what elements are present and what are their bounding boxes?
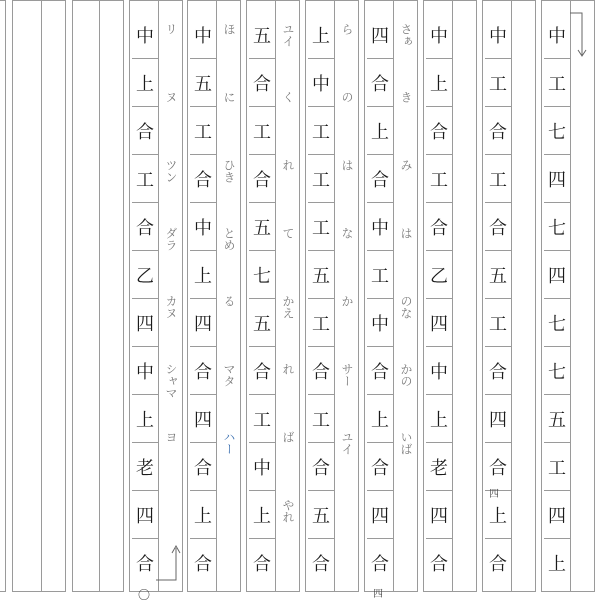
note-cell: 五 (485, 251, 511, 299)
continue-arrow-icon (152, 540, 182, 590)
note-cell: 七 (249, 251, 275, 299)
end-arrow-icon (568, 10, 588, 70)
note-cell: 中 (132, 11, 158, 59)
lyric-text: いば (399, 431, 413, 455)
note-cell: 上 (367, 107, 393, 155)
lyric-text: ヨ (164, 431, 178, 443)
note-cell: 工 (426, 155, 452, 203)
notation-column-7 (187, 0, 241, 592)
note-cell: 上 (548, 554, 566, 575)
empty-column-2 (12, 0, 66, 592)
notation-column-3 (423, 0, 477, 592)
note-cell: 合 (249, 59, 275, 107)
lyric-text: ヌ (164, 91, 178, 103)
note-cell: 合 (489, 554, 507, 575)
lyric-text: は (399, 227, 413, 239)
note-cell: 工 (308, 155, 334, 203)
note-cell: 工 (485, 59, 511, 107)
note-cell: 老 (426, 443, 452, 491)
lyric-text: かの (399, 363, 413, 387)
note-cell: 合 (367, 347, 393, 395)
lyric-text: リ (164, 23, 178, 35)
lyric-text: ダラ (164, 227, 178, 251)
note-cell: 四 (544, 155, 570, 203)
note-cell: 四 (544, 491, 570, 539)
note-cell: 四 (544, 251, 570, 299)
note-cell: 合 (308, 443, 334, 491)
lyric-text: とめ (222, 227, 236, 251)
lyric-text: ほ (222, 23, 236, 35)
lyric-text: は (340, 159, 354, 171)
note-cell: 五 (249, 299, 275, 347)
note-cell: 老 (132, 443, 158, 491)
lyric-text: のな (399, 295, 413, 319)
note-cell: 合 (312, 554, 330, 575)
note-cell: 上 (249, 491, 275, 539)
note-cell: 四 (190, 299, 216, 347)
note-cell: 合 (253, 554, 271, 575)
lyric-text: く (281, 91, 295, 103)
lyric-text: かえ (281, 295, 295, 319)
note-cell: 中 (426, 347, 452, 395)
note-cell: 中 (367, 203, 393, 251)
note-cell: 工 (544, 59, 570, 107)
note-cell: 四 (367, 491, 393, 539)
note-cell: 四 (132, 299, 158, 347)
note-cell: 上 (190, 251, 216, 299)
notation-column-8 (129, 0, 183, 602)
lyric-text: れ (281, 363, 295, 375)
lyric-text: ひき (222, 159, 236, 183)
note-cell: 工 (308, 299, 334, 347)
note-cell: 工 (308, 395, 334, 443)
note-cell: 合 (136, 554, 154, 575)
note-cell: 工 (249, 395, 275, 443)
note-cell: 工 (132, 155, 158, 203)
lyric-text: か (340, 295, 354, 307)
lyric-text: に (222, 91, 236, 103)
note-cell: 上 (426, 59, 452, 107)
note-cell: 五 (190, 59, 216, 107)
note-cell: 合 (308, 347, 334, 395)
note-cell: 乙 (132, 251, 158, 299)
note-cell: 上 (426, 395, 452, 443)
note-cell: 合 (367, 59, 393, 107)
lyric-text: ユイ (340, 431, 354, 455)
lyric-text: ユイ (281, 23, 295, 47)
note-cell: 合 (249, 347, 275, 395)
note-cell: 工 (308, 107, 334, 155)
note-cell: 中 (249, 443, 275, 491)
note-cell: 五 (249, 203, 275, 251)
note-cell: 七 (544, 203, 570, 251)
note-cell: 工 (485, 155, 511, 203)
note-cell: 五 (308, 491, 334, 539)
note-cell: 五 (249, 11, 275, 59)
lyric-text: て (281, 227, 295, 239)
note-cell: 四 (426, 299, 452, 347)
note-cell: 四 (426, 491, 452, 539)
lyric-text: カヌ (164, 295, 178, 319)
note-cell: 合 (426, 107, 452, 155)
note-cell: 上 (308, 11, 334, 59)
lyric-text: マタ (222, 363, 236, 387)
note-cell: 七 (544, 299, 570, 347)
lyric-text: な (340, 227, 354, 239)
note-cell: 中 (132, 347, 158, 395)
lyric-text: ハー (222, 431, 236, 455)
lyric-text: ら (340, 23, 354, 35)
note-cell: 合 (194, 554, 212, 575)
notation-column-6 (246, 0, 300, 592)
lyric-text: ツン (164, 159, 178, 183)
lyric-text: る (222, 295, 236, 307)
note-cell: 工 (367, 251, 393, 299)
note-cell: 工 (485, 299, 511, 347)
note-cell: 乙 (426, 251, 452, 299)
notation-column-4 (364, 0, 418, 600)
note-cell: 合 (132, 107, 158, 155)
note-mark: 〇 (138, 588, 151, 602)
notation-column-5 (305, 0, 359, 592)
note-cell: 合 (426, 203, 452, 251)
lyric-text: やれ (281, 499, 295, 523)
note-mark: 四 (373, 589, 383, 600)
note-cell: 合 (485, 107, 511, 155)
note-cell: 合 (371, 554, 389, 575)
note-cell: 合 (190, 443, 216, 491)
note-cell: 合 (190, 155, 216, 203)
note-cell: 合 (367, 155, 393, 203)
note-cell: 七 (544, 347, 570, 395)
note-cell: 合 (190, 347, 216, 395)
lyric-text: れ (281, 159, 295, 171)
note-cell: 合 (132, 203, 158, 251)
note-cell: 合 (367, 443, 393, 491)
notation-column-1 (541, 0, 595, 592)
lyric-text: サー (340, 363, 354, 387)
lyric-text: み (399, 159, 413, 171)
note-cell: 上 (190, 491, 216, 539)
note-cell: 五 (544, 395, 570, 443)
note-cell: 中 (190, 203, 216, 251)
lyric-text: ば (281, 431, 295, 443)
note-cell: 工 (190, 107, 216, 155)
note-cell: 工 (249, 107, 275, 155)
note-cell: 上 (367, 395, 393, 443)
empty-column-1 (0, 0, 6, 592)
note-cell: 合 (249, 155, 275, 203)
lyric-text: の (340, 91, 354, 103)
lyric-text: き (399, 91, 413, 103)
note-cell: 上 (132, 59, 158, 107)
note-cell: 四 (132, 491, 158, 539)
note-cell: 七 (544, 107, 570, 155)
lyric-text: さぁ (399, 23, 413, 47)
note-cell: 中 (485, 11, 511, 59)
notation-column-2 (482, 0, 536, 592)
note-mark: 四 (489, 489, 499, 500)
note-cell: 合 (485, 203, 511, 251)
note-cell: 工 (544, 443, 570, 491)
note-cell: 五 (308, 251, 334, 299)
note-cell: 中 (308, 59, 334, 107)
note-cell: 工 (308, 203, 334, 251)
lyric-text: シャマ (164, 363, 178, 399)
note-cell: 合 (430, 554, 448, 575)
note-cell: 合 (485, 443, 511, 491)
note-cell: 合 (485, 347, 511, 395)
note-cell: 四 (190, 395, 216, 443)
note-cell: 中 (367, 299, 393, 347)
empty-column-3 (72, 0, 124, 592)
note-cell: 上 (132, 395, 158, 443)
note-cell: 中 (544, 11, 570, 59)
note-cell: 四 (367, 11, 393, 59)
note-cell: 中 (190, 11, 216, 59)
note-cell: 中 (426, 11, 452, 59)
note-cell: 四 (485, 395, 511, 443)
note-cell: 上 (485, 491, 511, 539)
